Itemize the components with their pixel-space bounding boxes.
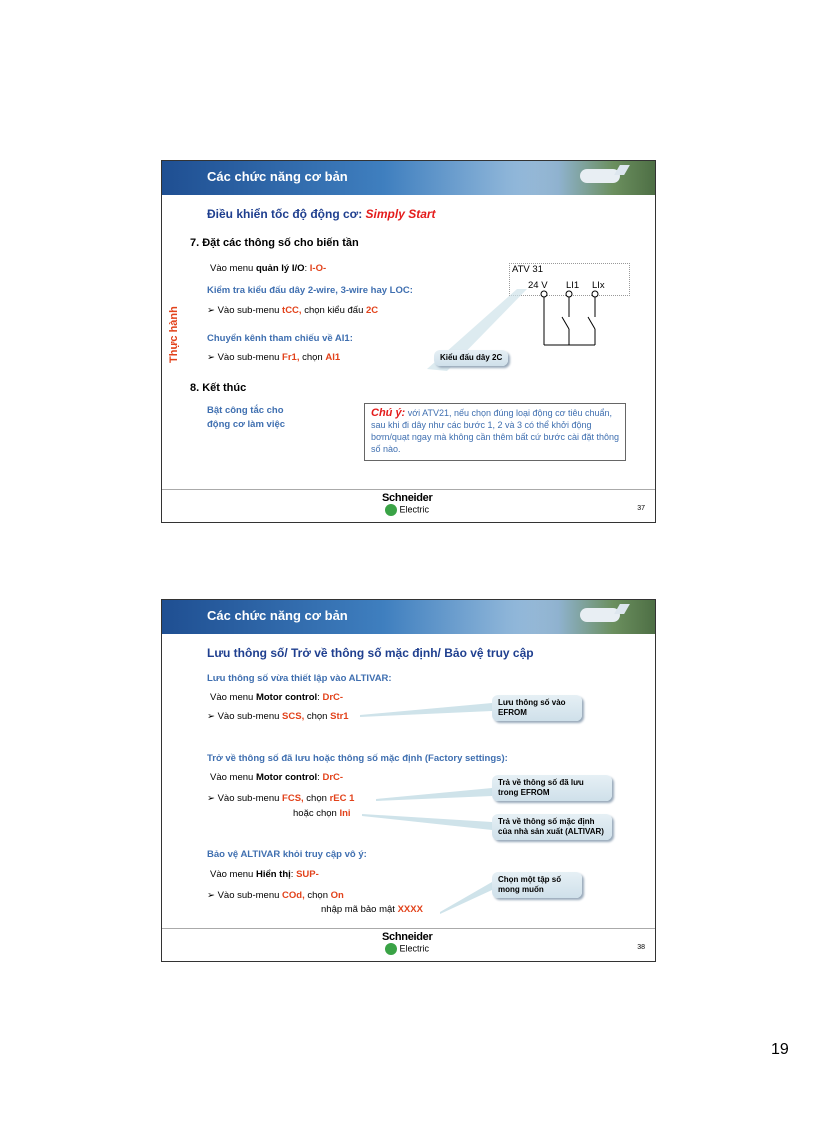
step-8-title: 8. Kết thúc: [190, 382, 247, 394]
pointer-restore: [376, 788, 492, 801]
pointer-save: [360, 703, 492, 717]
menu-drc-name: Motor control: [255, 692, 318, 703]
callout-factory-default: Trả về thông số mặc định của nhà sản xuất (ALTIVAR): [492, 814, 612, 840]
submenu-tcc-value: 2C: [366, 305, 379, 316]
submenu-fr1-prefix: ➢ Vào sub-menu: [207, 352, 283, 363]
submenu-fr1-code: Fr1,: [282, 352, 300, 363]
submenu-tcc-line: [207, 305, 378, 316]
terminal-lix-dot: [592, 291, 598, 297]
switch-li1: [562, 317, 569, 329]
terminal-24v-dot: [541, 291, 547, 297]
note-title: Chú ý:: [371, 407, 406, 419]
heading-main: Điều khiển tốc độ động cơ:: [207, 207, 366, 221]
submenu-cod-code: COd,: [282, 890, 305, 901]
menu-drc-prefix: Vào menu: [210, 772, 256, 783]
note-text: với ATV21, nếu chọn đúng loại động cơ tiêu chuẩn, sau khi đi dây như các bước 1, 2 và 3 có thể khởi động bơm/quạt ngay mà không cần thêm bất cứ bước cài đặt thông số nào.: [371, 408, 619, 454]
menu-drc-code: DrC-: [322, 692, 344, 703]
footer-divider: [162, 928, 655, 929]
leaf-icon: [385, 504, 397, 516]
password-line: [321, 904, 423, 915]
slide-37: [161, 160, 656, 523]
submenu-scs-mid: chọn: [304, 711, 331, 722]
menu-drc-code: DrC-: [322, 772, 344, 783]
pointer-factory: [362, 814, 492, 830]
submenu-fcs-value: rEC 1: [329, 793, 355, 804]
submenu-cod-value: On: [330, 890, 344, 901]
schneider-logo: [382, 931, 433, 955]
schneider-logo: [382, 492, 433, 516]
submenu-cod-mid: chọn: [304, 890, 331, 901]
menu-drc-separator: :: [317, 772, 323, 783]
atv-label: ATV 31: [512, 264, 543, 275]
logo-line-2: Electric: [399, 504, 429, 515]
or-choose-value: Ini: [339, 808, 351, 819]
note-box: [364, 403, 626, 461]
submenu-tcc-code: tCC,: [282, 305, 302, 316]
switch-lix: [588, 317, 595, 329]
callout-restore-efrom: Trả về thông số đã lưu trong EFROM: [492, 775, 612, 801]
menu-sup-line: [210, 869, 319, 880]
menu-io-code: I-O-: [309, 263, 327, 274]
save-title: Lưu thông số vừa thiết lập vào ALTIVAR:: [207, 673, 392, 684]
callout-save-efrom: Lưu thông số vào EFROM: [492, 695, 582, 721]
menu-sup-name: Hiển thị: [255, 869, 291, 880]
footer-divider: [162, 489, 655, 490]
menu-io-separator: :: [304, 263, 310, 274]
logo-line-1: Schneider: [382, 931, 433, 943]
pointer-password: [440, 882, 492, 914]
slide-heading: [207, 207, 436, 221]
submenu-tcc-prefix: ➢ Vào sub-menu: [207, 305, 283, 316]
slide-page-number: 37: [637, 505, 645, 512]
menu-sup-prefix: Vào menu: [210, 869, 256, 880]
finish-line-2: động cơ làm việc: [207, 419, 286, 430]
slide-page-number: 38: [637, 944, 645, 951]
channel-title: Chuyển kênh tham chiếu về AI1:: [207, 333, 353, 344]
submenu-tcc-mid: chọn kiểu đấu: [301, 305, 366, 316]
logo-line-2: Electric: [399, 943, 429, 954]
leaf-icon: [385, 943, 397, 955]
submenu-fcs-prefix: ➢ Vào sub-menu: [207, 793, 283, 804]
submenu-fcs-mid: chọn: [303, 793, 330, 804]
callout-choose-number-set: Chọn một tập số mong muốn: [492, 872, 582, 898]
logo-line-1: Schneider: [382, 492, 433, 504]
terminal-li1-dot: [566, 291, 572, 297]
step-7-title: 7. Đặt các thông số cho biến tần: [190, 237, 359, 249]
menu-drc-name: Motor control: [255, 772, 318, 783]
menu-drc-prefix: Vào menu: [210, 692, 256, 703]
slide-header: [162, 161, 655, 195]
menu-io-prefix: Vào menu: [210, 263, 256, 274]
terminal-li1: LI1: [566, 280, 580, 291]
logo-line-2-wrap: [382, 504, 433, 516]
submenu-fr1-value: AI1: [325, 352, 341, 363]
password-prefix: nhập mã bảo mật: [321, 904, 398, 915]
submenu-cod-prefix: ➢ Vào sub-menu: [207, 890, 283, 901]
slide-title: Các chức năng cơ bản: [207, 169, 348, 184]
or-choose-prefix: hoặc chọn: [293, 808, 340, 819]
protect-title: Bảo vệ ALTIVAR khỏi truy cập vô ý:: [207, 849, 367, 860]
airplane-image: [580, 169, 620, 183]
side-label: Thực hành: [168, 306, 180, 363]
submenu-scs-code: SCS,: [282, 711, 305, 722]
logo-line-2-wrap: [382, 943, 433, 955]
submenu-scs-value: Str1: [330, 711, 349, 722]
finish-line-1: Bật công tắc cho: [207, 405, 284, 416]
menu-io-line: [210, 263, 326, 274]
check-wiring-title: Kiểm tra kiểu đấu dây 2-wire, 3-wire hay LOC:: [207, 285, 413, 296]
heading-emphasis: Simply Start: [365, 207, 436, 221]
menu-io-name: quản lý I/O: [255, 263, 305, 274]
slide-38: [161, 599, 656, 962]
restore-title: Trở về thông số đã lưu hoặc thông số mặc định (Factory settings):: [207, 753, 508, 764]
terminal-lix: LIx: [592, 280, 605, 291]
document-page-number: 19: [771, 1041, 789, 1058]
slide-heading: Lưu thông số/ Trở về thông số mặc định/ Bảo vệ truy cập: [207, 646, 534, 660]
submenu-fcs-line: [207, 793, 354, 804]
submenu-scs-prefix: ➢ Vào sub-menu: [207, 711, 283, 722]
menu-drc-line-2: [210, 772, 343, 783]
terminal-24v: 24 V: [528, 280, 548, 291]
submenu-cod-line: [207, 890, 344, 901]
menu-drc-separator: :: [317, 692, 323, 703]
submenu-fr1-mid: chọn: [299, 352, 326, 363]
menu-sup-separator: :: [290, 869, 297, 880]
callout-wiring-2c: Kiểu đấu dây 2C: [434, 350, 508, 366]
submenu-fcs-code: FCS,: [282, 793, 304, 804]
menu-sup-code: SUP-: [296, 869, 319, 880]
slide-title: Các chức năng cơ bản: [207, 608, 348, 623]
submenu-fr1-line: [207, 352, 340, 363]
password-value: XXXX: [397, 904, 423, 915]
or-choose-ini-line: [293, 808, 351, 819]
